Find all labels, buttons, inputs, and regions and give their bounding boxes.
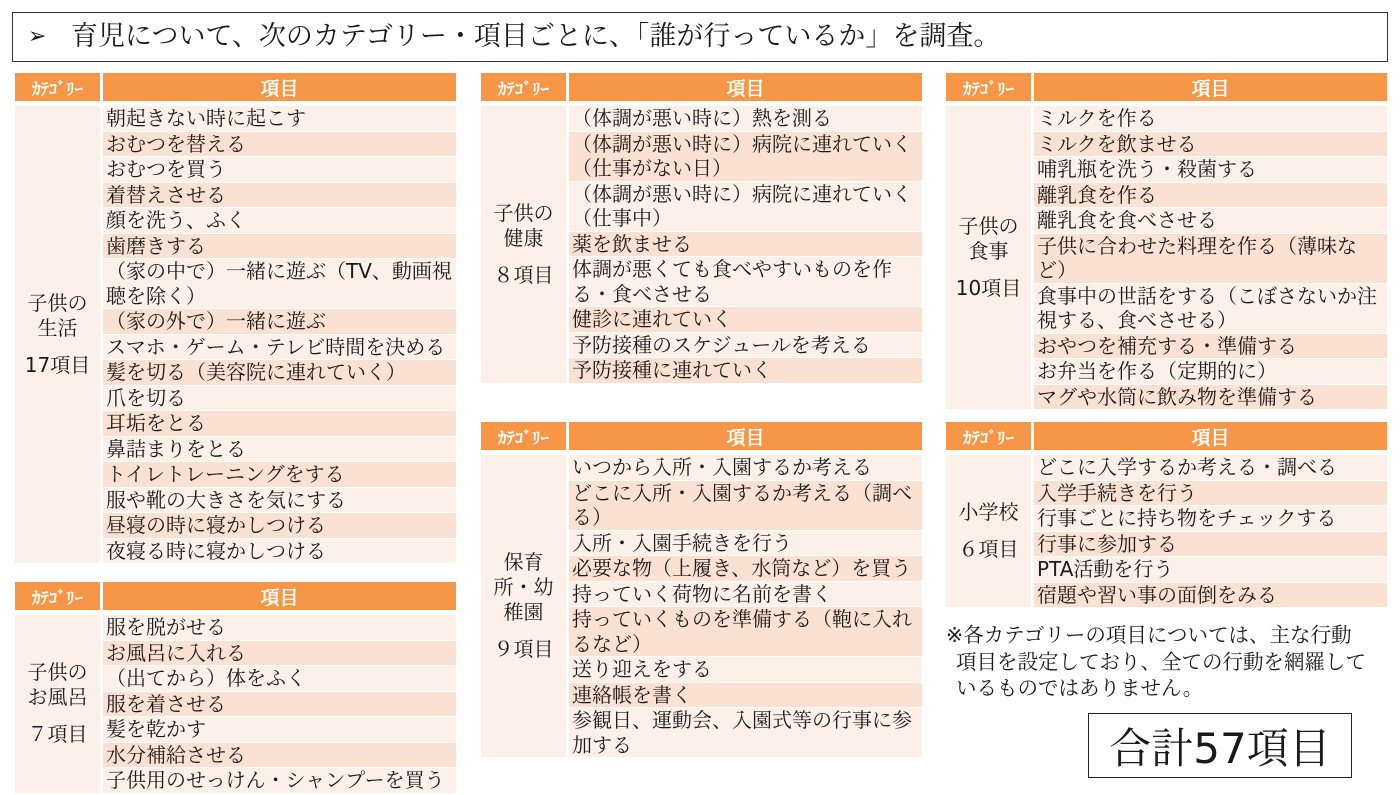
- item-row: 服を脱がせる: [103, 615, 456, 641]
- item-row: 行事に参加する: [1034, 532, 1387, 558]
- category-label: 保育 所・幼 稚園: [493, 550, 554, 624]
- header-category: ｶﾃｺﾞﾘｰ: [481, 73, 566, 101]
- category-label: 子供の 健康: [493, 200, 554, 250]
- table-header-row: [946, 422, 1387, 450]
- category-item-count: 10項目: [955, 276, 1022, 300]
- header-category: ｶﾃｺﾞﾘｰ: [481, 422, 566, 450]
- category-label: 子供の 生活: [27, 291, 88, 340]
- item-row: 食事中の世話をする（こぼさないか注 視する、食べさせる）: [1034, 284, 1387, 334]
- item-row: 夜寝る時に寝かしつける: [103, 539, 456, 565]
- header-items: 項目: [569, 73, 922, 101]
- header-category: ｶﾃｺﾞﾘｰ: [15, 73, 100, 101]
- item-row: おむつを買う: [103, 157, 456, 183]
- table-header-row: [481, 73, 922, 101]
- item-row: （体調が悪い時に）熱を測る: [569, 106, 922, 132]
- item-row: マグや水筒に飲み物を準備する: [1034, 385, 1387, 411]
- item-row: （体調が悪い時に）病院に連れていく （仕事中）: [569, 182, 922, 232]
- category-label: 小学校: [958, 500, 1019, 524]
- item-row: どこに入所・入園するか考える（調べ る）: [569, 481, 922, 531]
- category-cell: [481, 106, 566, 384]
- item-row: 入学手続きを行う: [1034, 481, 1387, 507]
- item-list: [103, 106, 456, 564]
- item-row: （体調が悪い時に）病院に連れていく （仕事がない日）: [569, 132, 922, 182]
- item-row: 朝起きない時に起こす: [103, 106, 456, 132]
- table-body: [15, 106, 456, 564]
- table-child-health: [481, 73, 922, 384]
- item-row: どこに入学するか考える・調べる: [1034, 455, 1387, 481]
- item-row: 宿題や習い事の面倒をみる: [1034, 583, 1387, 609]
- item-row: 離乳食を食べさせる: [1034, 208, 1387, 234]
- item-list: [1034, 106, 1387, 410]
- header-items: 項目: [1034, 422, 1387, 450]
- header-items: 項目: [103, 582, 456, 610]
- table-nursery-kindergarten: [481, 422, 922, 758]
- item-row: 持っていくものを準備する（鞄に入れ るなど）: [569, 607, 922, 657]
- item-list: [569, 106, 922, 384]
- item-row: 行事ごとに持ち物をチェックする: [1034, 506, 1387, 532]
- item-row: 顔を洗う、ふく: [103, 208, 456, 234]
- table-child-bath: [15, 582, 456, 794]
- table-header-row: [946, 73, 1387, 101]
- arrow-bullet-icon: ➢: [28, 24, 47, 49]
- item-row: 入所・入園手続きを行う: [569, 531, 922, 557]
- item-row: 送り迎えをする: [569, 657, 922, 683]
- item-row: おやつを補充する・準備する: [1034, 334, 1387, 360]
- category-item-count: ９項目: [493, 637, 554, 661]
- category-item-count: ６項目: [958, 537, 1019, 561]
- page-title: 育児について、次のカテゴリー・項目ごとに、「誰が行っているか」を調査。: [71, 21, 1001, 52]
- item-row: （家の中で）一緒に遊ぶ（TV、動画視 聴を除く）: [103, 259, 456, 309]
- item-row: 髪を乾かす: [103, 717, 456, 743]
- category-cell: [481, 455, 566, 758]
- item-row: いつから入所・入園するか考える: [569, 455, 922, 481]
- item-row: お弁当を作る（定期的に）: [1034, 359, 1387, 385]
- item-row: 離乳食を作る: [1034, 183, 1387, 209]
- item-row: ミルクを作る: [1034, 106, 1387, 132]
- item-row: 耳垢をとる: [103, 411, 456, 437]
- item-row: 歯磨きする: [103, 234, 456, 260]
- item-list: [103, 615, 456, 794]
- table-body: [946, 106, 1387, 410]
- title-box: [12, 12, 1388, 62]
- footnote: ※各カテゴリーの項目については、主な行動 項目を設定しており、全ての行動を網羅して いるものではありません。: [946, 623, 1366, 700]
- category-item-count: ７項目: [27, 722, 88, 747]
- item-row: 持っていく荷物に名前を書く: [569, 582, 922, 608]
- table-child-life: [15, 73, 456, 564]
- item-row: 薬を飲ませる: [569, 232, 922, 258]
- table-elementary-school: [946, 422, 1387, 608]
- category-cell: [15, 106, 100, 564]
- item-row: 爪を切る: [103, 386, 456, 412]
- table-body: [15, 615, 456, 794]
- table-header-row: [15, 73, 456, 101]
- category-item-count: ８項目: [493, 262, 554, 287]
- item-row: 健診に連れていく: [569, 307, 922, 333]
- item-row: 予防接種に連れていく: [569, 358, 922, 384]
- item-row: 参観日、運動会、入園式等の行事に参 加する: [569, 708, 922, 758]
- category-label: 子供の お風呂: [27, 660, 88, 710]
- item-row: 子供に合わせた料理を作る（薄味な ど）: [1034, 234, 1387, 284]
- table-child-meals: [946, 73, 1387, 410]
- item-row: 着替えさせる: [103, 183, 456, 209]
- header-items: 項目: [103, 73, 456, 101]
- item-row: 服や靴の大きさを気にする: [103, 488, 456, 514]
- total-count-box: 合計57項目: [1088, 713, 1352, 778]
- item-list: [569, 455, 922, 758]
- item-row: 必要な物（上履き、水筒など）を買う: [569, 556, 922, 582]
- item-row: 体調が悪くても食べやすいものを作 る・食べさせる: [569, 257, 922, 307]
- item-row: 服を着させる: [103, 692, 456, 718]
- table-body: [946, 455, 1387, 608]
- item-row: トイレトレーニングをする: [103, 462, 456, 488]
- item-list: [1034, 455, 1387, 608]
- item-row: 水分補給させる: [103, 743, 456, 769]
- item-row: （出てから）体をふく: [103, 666, 456, 692]
- item-row: 昼寝の時に寝かしつける: [103, 513, 456, 539]
- item-row: 子供用のせっけん・シャンプーを買う: [103, 768, 456, 794]
- category-item-count: 17項目: [24, 353, 91, 377]
- header-items: 項目: [569, 422, 922, 450]
- item-row: 連絡帳を書く: [569, 683, 922, 709]
- item-row: 予防接種のスケジュールを考える: [569, 333, 922, 359]
- category-cell: [946, 455, 1031, 608]
- table-header-row: [15, 582, 456, 610]
- header-category: ｶﾃｺﾞﾘｰ: [15, 582, 100, 610]
- item-row: 哺乳瓶を洗う・殺菌する: [1034, 157, 1387, 183]
- table-body: [481, 106, 922, 384]
- header-items: 項目: [1034, 73, 1387, 101]
- item-row: スマホ・ゲーム・テレビ時間を決める: [103, 335, 456, 361]
- item-row: ミルクを飲ませる: [1034, 132, 1387, 158]
- category-cell: [946, 106, 1031, 410]
- item-row: お風呂に入れる: [103, 641, 456, 667]
- item-row: PTA活動を行う: [1034, 557, 1387, 583]
- header-category: ｶﾃｺﾞﾘｰ: [946, 422, 1031, 450]
- item-row: （家の外で）一緒に遊ぶ: [103, 309, 456, 335]
- item-row: 鼻詰まりをとる: [103, 437, 456, 463]
- category-label: 子供の 食事: [958, 214, 1019, 263]
- item-row: おむつを替える: [103, 132, 456, 158]
- header-category: ｶﾃｺﾞﾘｰ: [946, 73, 1031, 101]
- item-row: 髪を切る（美容院に連れていく）: [103, 360, 456, 386]
- table-body: [481, 455, 922, 758]
- table-header-row: [481, 422, 922, 450]
- category-cell: [15, 615, 100, 794]
